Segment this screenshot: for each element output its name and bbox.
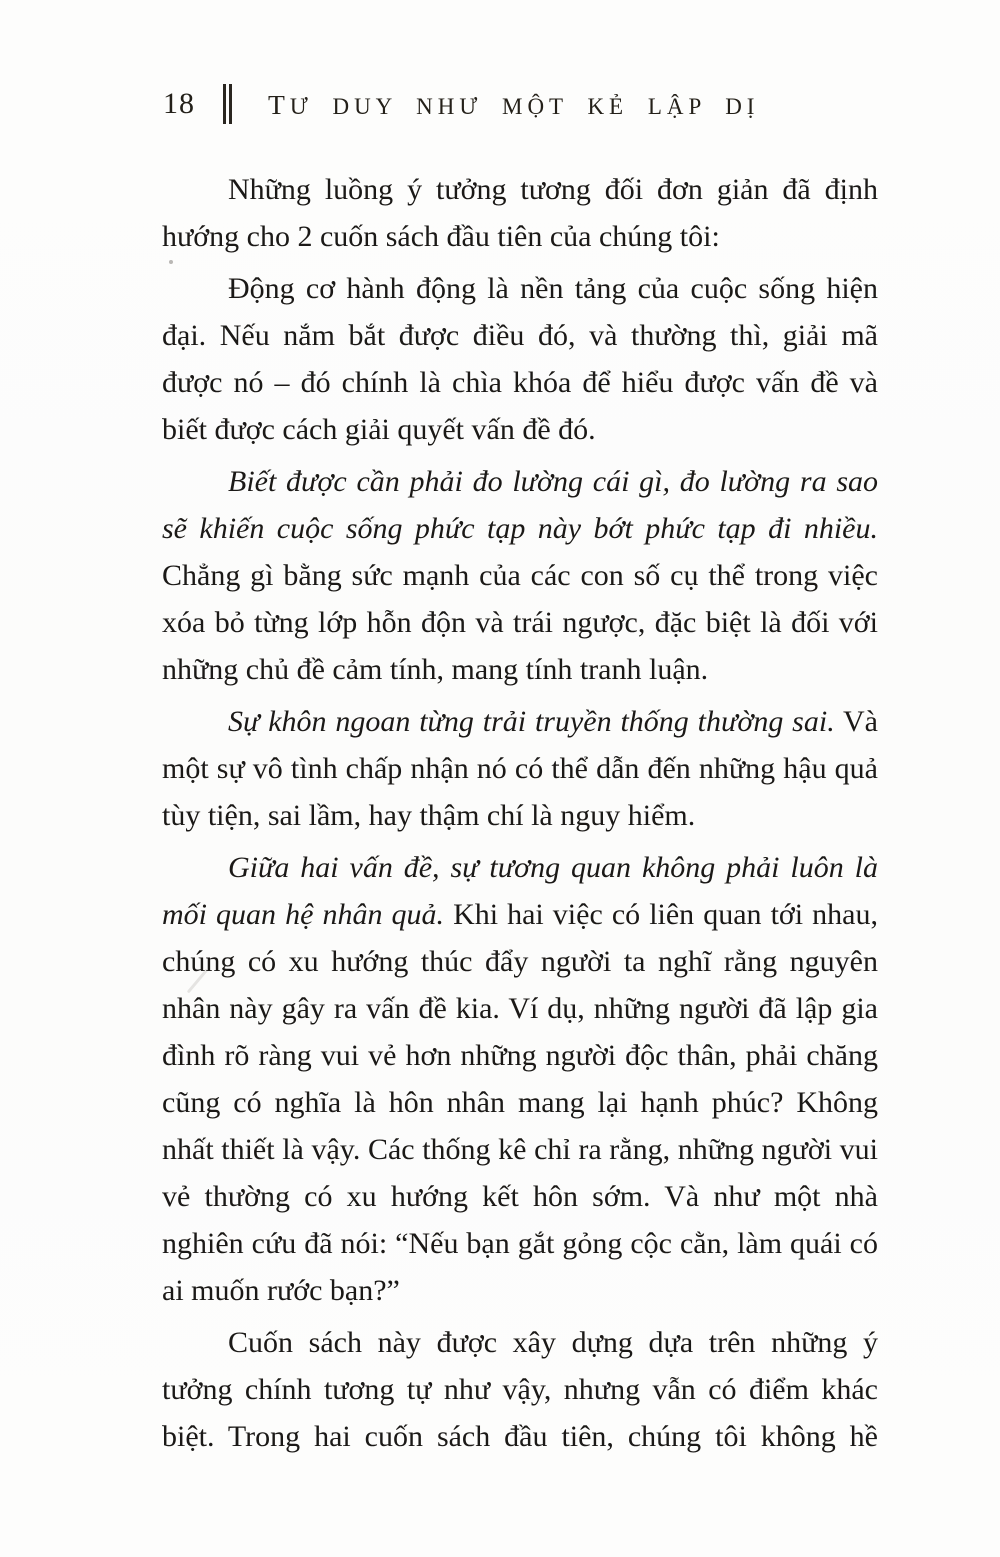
- running-header: [163, 82, 759, 126]
- paragraph-lead-italic: Giữa hai vấn đề, sự tương quan không phải luôn là mối quan hệ nhân quả.: [162, 851, 878, 931]
- paragraph-measurement: [162, 458, 878, 693]
- paragraph-conventional-wisdom: [162, 698, 878, 839]
- scan-artifact-dot: [169, 260, 173, 264]
- paragraph-lead-italic: Sự khôn ngoan từng trải truyền thống thường sai.: [228, 705, 835, 738]
- paragraph-lead-italic: Biết được cần phải đo lường cái gì, đo lường ra sao sẽ khiến cuộc sống phức tạp này bớt phức tạp đi nhiều.: [162, 465, 878, 545]
- paragraph-intro: [162, 166, 878, 260]
- paragraph-correlation: [162, 844, 878, 1314]
- page-body: [162, 166, 878, 1465]
- running-title: TƯ DUY NHƯ MỘT KẺ LẬP DỊ: [268, 89, 760, 121]
- paragraph-text: Động cơ hành động là nền tảng của cuộc sống hiện đại. Nếu nắm bắt được điều đó, và thường thì, giải mã được nó – đó chính là chìa khóa để hiểu được vấn đề và biết được cách giải quyết vấn đề đó.: [162, 272, 878, 446]
- paragraph-text: Và một sự vô tình chấp nhận nó có thể dẫn đến những hậu quả tùy tiện, sai lầm, hay thậm chí là nguy hiểm.: [162, 705, 878, 832]
- page-number: 18: [163, 87, 195, 120]
- paragraph-text: Những luồng ý tưởng tương đối đơn giản đã định hướng cho 2 cuốn sách đầu tiên của chúng tôi:: [162, 173, 878, 253]
- paragraph-text: Chẳng gì bằng sức mạnh của các con số cụ thể trong việc xóa bỏ từng lớp hỗn độn và trái ngược, đặc biệt là đối với những chủ đề cảm tính, mang tính tranh luận.: [162, 559, 878, 686]
- paragraph-incentives: [162, 265, 878, 453]
- paragraph-text: Cuốn sách này được xây dựng dựa trên những ý tưởng chính tương tự như vậy, nhưng vẫn có điểm khác biệt. Trong hai cuốn sách đầu tiên, chúng tôi không hề: [162, 1326, 878, 1453]
- double-vertical-bar-icon: [223, 84, 232, 124]
- paragraph-text: Khi hai việc có liên quan tới nhau, chúng có xu hướng thúc đẩy người ta nghĩ rằng nguyên nhân này gây ra vấn đề kia. Ví dụ, những người đã lập gia đình rõ ràng vui vẻ hơn những người độc thân, phải chăng cũng có nghĩa là hôn nhân mang lại hạnh phúc? Không nhất thiết là vậy. Các thống kê chỉ ra rằng, những người vui vẻ thường có xu hướng kết hôn sớm. Và như một nhà nghiên cứu đã nói: “Nếu bạn gắt gỏng cộc cằn, làm quái có ai muốn rước bạn?”: [162, 898, 878, 1307]
- paragraph-this-book: [162, 1319, 878, 1460]
